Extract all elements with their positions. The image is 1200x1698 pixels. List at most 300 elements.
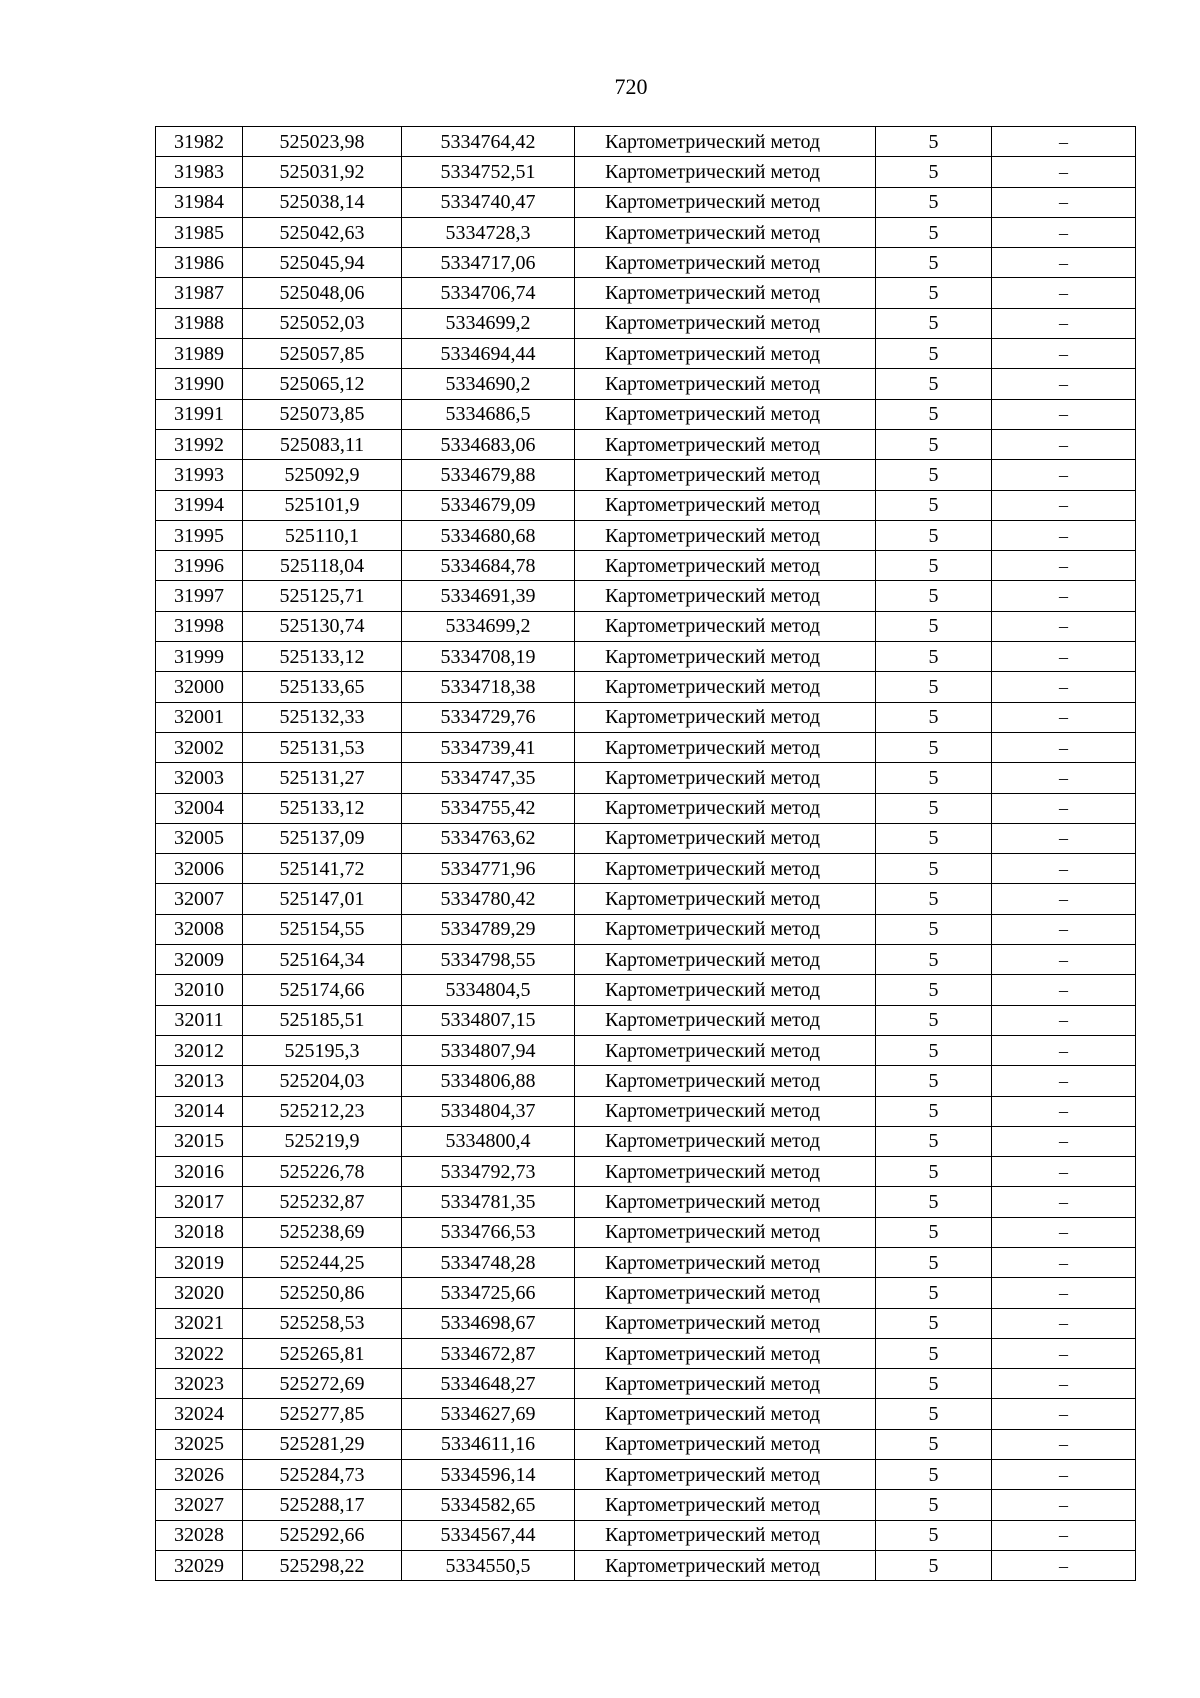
table-row <box>156 460 1136 490</box>
table-row <box>156 672 1136 702</box>
point-number-cell: 32011 <box>156 1005 243 1035</box>
y-coordinate-cell: 5334725,66 <box>402 1278 575 1308</box>
note-cell: – <box>992 702 1136 732</box>
accuracy-cell: 5 <box>876 945 992 975</box>
method-cell: Картометрический метод <box>575 672 876 702</box>
y-coordinate-cell: 5334706,74 <box>402 278 575 308</box>
x-coordinate-cell: 525133,12 <box>243 793 402 823</box>
y-coordinate-cell: 5334729,76 <box>402 702 575 732</box>
point-number-cell: 32027 <box>156 1490 243 1520</box>
x-coordinate-cell: 525101,9 <box>243 490 402 520</box>
method-cell: Картометрический метод <box>575 1490 876 1520</box>
point-number-cell: 32018 <box>156 1217 243 1247</box>
x-coordinate-cell: 525131,53 <box>243 732 402 762</box>
point-number-cell: 31983 <box>156 157 243 187</box>
note-cell: – <box>992 1066 1136 1096</box>
table-row <box>156 793 1136 823</box>
note-cell: – <box>992 1460 1136 1490</box>
table-row <box>156 551 1136 581</box>
method-cell: Картометрический метод <box>575 1338 876 1368</box>
accuracy-cell: 5 <box>876 1035 992 1065</box>
y-coordinate-cell: 5334718,38 <box>402 672 575 702</box>
table-row <box>156 914 1136 944</box>
y-coordinate-cell: 5334550,5 <box>402 1550 575 1580</box>
x-coordinate-cell: 525023,98 <box>243 127 402 157</box>
method-cell: Картометрический метод <box>575 793 876 823</box>
note-cell: – <box>992 339 1136 369</box>
method-cell: Картометрический метод <box>575 884 876 914</box>
x-coordinate-cell: 525232,87 <box>243 1187 402 1217</box>
table-row <box>156 1096 1136 1126</box>
accuracy-cell: 5 <box>876 1550 992 1580</box>
accuracy-cell: 5 <box>876 884 992 914</box>
method-cell: Картометрический метод <box>575 551 876 581</box>
method-cell: Картометрический метод <box>575 460 876 490</box>
x-coordinate-cell: 525147,01 <box>243 884 402 914</box>
y-coordinate-cell: 5334694,44 <box>402 339 575 369</box>
point-number-cell: 31985 <box>156 217 243 247</box>
table-row <box>156 127 1136 157</box>
note-cell: – <box>992 854 1136 884</box>
table-row <box>156 1247 1136 1277</box>
x-coordinate-cell: 525164,34 <box>243 945 402 975</box>
x-coordinate-cell: 525052,03 <box>243 308 402 338</box>
accuracy-cell: 5 <box>876 1217 992 1247</box>
note-cell: – <box>992 187 1136 217</box>
method-cell: Картометрический метод <box>575 278 876 308</box>
method-cell: Картометрический метод <box>575 187 876 217</box>
y-coordinate-cell: 5334766,53 <box>402 1217 575 1247</box>
accuracy-cell: 5 <box>876 1247 992 1277</box>
point-number-cell: 32008 <box>156 914 243 944</box>
y-coordinate-cell: 5334800,4 <box>402 1126 575 1156</box>
note-cell: – <box>992 399 1136 429</box>
point-number-cell: 31997 <box>156 581 243 611</box>
table-row <box>156 1369 1136 1399</box>
note-cell: – <box>992 1338 1136 1368</box>
accuracy-cell: 5 <box>876 217 992 247</box>
page-number: 720 <box>614 74 648 99</box>
x-coordinate-cell: 525226,78 <box>243 1157 402 1187</box>
accuracy-cell: 5 <box>876 1005 992 1035</box>
point-number-cell: 32006 <box>156 854 243 884</box>
y-coordinate-cell: 5334789,29 <box>402 914 575 944</box>
note-cell: – <box>992 1520 1136 1550</box>
point-number-cell: 32020 <box>156 1278 243 1308</box>
y-coordinate-cell: 5334699,2 <box>402 611 575 641</box>
x-coordinate-cell: 525038,14 <box>243 187 402 217</box>
point-number-cell: 31998 <box>156 611 243 641</box>
table-row <box>156 490 1136 520</box>
method-cell: Картометрический метод <box>575 702 876 732</box>
accuracy-cell: 5 <box>876 460 992 490</box>
point-number-cell: 31994 <box>156 490 243 520</box>
y-coordinate-cell: 5334683,06 <box>402 429 575 459</box>
point-number-cell: 31984 <box>156 187 243 217</box>
y-coordinate-cell: 5334748,28 <box>402 1247 575 1277</box>
y-coordinate-cell: 5334648,27 <box>402 1369 575 1399</box>
point-number-cell: 31988 <box>156 308 243 338</box>
table-row <box>156 429 1136 459</box>
note-cell: – <box>992 551 1136 581</box>
x-coordinate-cell: 525118,04 <box>243 551 402 581</box>
x-coordinate-cell: 525137,09 <box>243 823 402 853</box>
point-number-cell: 32015 <box>156 1126 243 1156</box>
note-cell: – <box>992 884 1136 914</box>
note-cell: – <box>992 975 1136 1005</box>
method-cell: Картометрический метод <box>575 369 876 399</box>
table-row <box>156 339 1136 369</box>
point-number-cell: 32022 <box>156 1338 243 1368</box>
x-coordinate-cell: 525204,03 <box>243 1066 402 1096</box>
method-cell: Картометрический метод <box>575 399 876 429</box>
method-cell: Картометрический метод <box>575 1399 876 1429</box>
method-cell: Картометрический метод <box>575 914 876 944</box>
accuracy-cell: 5 <box>876 854 992 884</box>
point-number-cell: 32010 <box>156 975 243 1005</box>
point-number-cell: 32005 <box>156 823 243 853</box>
x-coordinate-cell: 525258,53 <box>243 1308 402 1338</box>
method-cell: Картометрический метод <box>575 611 876 641</box>
x-coordinate-cell: 525092,9 <box>243 460 402 490</box>
accuracy-cell: 5 <box>876 551 992 581</box>
note-cell: – <box>992 127 1136 157</box>
accuracy-cell: 5 <box>876 429 992 459</box>
note-cell: – <box>992 1035 1136 1065</box>
note-cell: – <box>992 914 1136 944</box>
x-coordinate-cell: 525065,12 <box>243 369 402 399</box>
method-cell: Картометрический метод <box>575 975 876 1005</box>
y-coordinate-cell: 5334740,47 <box>402 187 575 217</box>
x-coordinate-cell: 525284,73 <box>243 1460 402 1490</box>
x-coordinate-cell: 525133,12 <box>243 642 402 672</box>
accuracy-cell: 5 <box>876 1126 992 1156</box>
x-coordinate-cell: 525272,69 <box>243 1369 402 1399</box>
table-row <box>156 732 1136 762</box>
point-number-cell: 32002 <box>156 732 243 762</box>
y-coordinate-cell: 5334627,69 <box>402 1399 575 1429</box>
method-cell: Картометрический метод <box>575 823 876 853</box>
method-cell: Картометрический метод <box>575 1429 876 1459</box>
note-cell: – <box>992 1217 1136 1247</box>
y-coordinate-cell: 5334708,19 <box>402 642 575 672</box>
note-cell: – <box>992 1550 1136 1580</box>
x-coordinate-cell: 525238,69 <box>243 1217 402 1247</box>
table-row <box>156 1217 1136 1247</box>
point-number-cell: 31982 <box>156 127 243 157</box>
accuracy-cell: 5 <box>876 763 992 793</box>
point-number-cell: 32023 <box>156 1369 243 1399</box>
method-cell: Картометрический метод <box>575 1308 876 1338</box>
method-cell: Картометрический метод <box>575 308 876 338</box>
accuracy-cell: 5 <box>876 1187 992 1217</box>
table-row <box>156 308 1136 338</box>
note-cell: – <box>992 1490 1136 1520</box>
method-cell: Картометрический метод <box>575 1217 876 1247</box>
y-coordinate-cell: 5334690,2 <box>402 369 575 399</box>
y-coordinate-cell: 5334804,5 <box>402 975 575 1005</box>
y-coordinate-cell: 5334755,42 <box>402 793 575 823</box>
accuracy-cell: 5 <box>876 611 992 641</box>
y-coordinate-cell: 5334780,42 <box>402 884 575 914</box>
note-cell: – <box>992 1126 1136 1156</box>
table-row <box>156 1490 1136 1520</box>
table-row <box>156 217 1136 247</box>
table-row <box>156 187 1136 217</box>
x-coordinate-cell: 525288,17 <box>243 1490 402 1520</box>
note-cell: – <box>992 732 1136 762</box>
note-cell: – <box>992 945 1136 975</box>
x-coordinate-cell: 525045,94 <box>243 248 402 278</box>
method-cell: Картометрический метод <box>575 127 876 157</box>
accuracy-cell: 5 <box>876 1338 992 1368</box>
point-number-cell: 31993 <box>156 460 243 490</box>
table-row <box>156 278 1136 308</box>
coordinates-table <box>155 126 1136 1581</box>
table-row <box>156 1429 1136 1459</box>
table-row <box>156 611 1136 641</box>
method-cell: Картометрический метод <box>575 1066 876 1096</box>
point-number-cell: 32024 <box>156 1399 243 1429</box>
method-cell: Картометрический метод <box>575 1550 876 1580</box>
note-cell: – <box>992 763 1136 793</box>
table-row <box>156 157 1136 187</box>
accuracy-cell: 5 <box>876 187 992 217</box>
y-coordinate-cell: 5334672,87 <box>402 1338 575 1368</box>
accuracy-cell: 5 <box>876 823 992 853</box>
point-number-cell: 32004 <box>156 793 243 823</box>
point-number-cell: 32012 <box>156 1035 243 1065</box>
table-row <box>156 369 1136 399</box>
note-cell: – <box>992 1187 1136 1217</box>
x-coordinate-cell: 525185,51 <box>243 1005 402 1035</box>
point-number-cell: 32026 <box>156 1460 243 1490</box>
accuracy-cell: 5 <box>876 157 992 187</box>
method-cell: Картометрический метод <box>575 1520 876 1550</box>
x-coordinate-cell: 525265,81 <box>243 1338 402 1368</box>
point-number-cell: 31992 <box>156 429 243 459</box>
method-cell: Картометрический метод <box>575 1005 876 1035</box>
y-coordinate-cell: 5334807,15 <box>402 1005 575 1035</box>
note-cell: – <box>992 308 1136 338</box>
accuracy-cell: 5 <box>876 1399 992 1429</box>
y-coordinate-cell: 5334680,68 <box>402 520 575 550</box>
accuracy-cell: 5 <box>876 1429 992 1459</box>
note-cell: – <box>992 611 1136 641</box>
y-coordinate-cell: 5334771,96 <box>402 854 575 884</box>
method-cell: Картометрический метод <box>575 581 876 611</box>
note-cell: – <box>992 793 1136 823</box>
method-cell: Картометрический метод <box>575 217 876 247</box>
y-coordinate-cell: 5334582,65 <box>402 1490 575 1520</box>
x-coordinate-cell: 525141,72 <box>243 854 402 884</box>
note-cell: – <box>992 642 1136 672</box>
table-row <box>156 823 1136 853</box>
accuracy-cell: 5 <box>876 308 992 338</box>
point-number-cell: 31986 <box>156 248 243 278</box>
y-coordinate-cell: 5334611,16 <box>402 1429 575 1459</box>
table-row <box>156 763 1136 793</box>
point-number-cell: 31989 <box>156 339 243 369</box>
y-coordinate-cell: 5334699,2 <box>402 308 575 338</box>
accuracy-cell: 5 <box>876 520 992 550</box>
method-cell: Картометрический метод <box>575 157 876 187</box>
accuracy-cell: 5 <box>876 490 992 520</box>
note-cell: – <box>992 1308 1136 1338</box>
method-cell: Картометрический метод <box>575 490 876 520</box>
accuracy-cell: 5 <box>876 672 992 702</box>
point-number-cell: 31995 <box>156 520 243 550</box>
note-cell: – <box>992 278 1136 308</box>
x-coordinate-cell: 525133,65 <box>243 672 402 702</box>
table-row <box>156 1157 1136 1187</box>
method-cell: Картометрический метод <box>575 1369 876 1399</box>
table-row <box>156 1005 1136 1035</box>
method-cell: Картометрический метод <box>575 1278 876 1308</box>
table-row <box>156 1460 1136 1490</box>
note-cell: – <box>992 1278 1136 1308</box>
x-coordinate-cell: 525219,9 <box>243 1126 402 1156</box>
accuracy-cell: 5 <box>876 1308 992 1338</box>
note-cell: – <box>992 1399 1136 1429</box>
y-coordinate-cell: 5334763,62 <box>402 823 575 853</box>
y-coordinate-cell: 5334691,39 <box>402 581 575 611</box>
point-number-cell: 32029 <box>156 1550 243 1580</box>
table-row <box>156 1035 1136 1065</box>
y-coordinate-cell: 5334686,5 <box>402 399 575 429</box>
note-cell: – <box>992 520 1136 550</box>
x-coordinate-cell: 525174,66 <box>243 975 402 1005</box>
y-coordinate-cell: 5334807,94 <box>402 1035 575 1065</box>
note-cell: – <box>992 823 1136 853</box>
y-coordinate-cell: 5334717,06 <box>402 248 575 278</box>
table-row <box>156 854 1136 884</box>
x-coordinate-cell: 525250,86 <box>243 1278 402 1308</box>
y-coordinate-cell: 5334728,3 <box>402 217 575 247</box>
table-row <box>156 520 1136 550</box>
accuracy-cell: 5 <box>876 914 992 944</box>
table-row <box>156 399 1136 429</box>
point-number-cell: 32003 <box>156 763 243 793</box>
y-coordinate-cell: 5334781,35 <box>402 1187 575 1217</box>
accuracy-cell: 5 <box>876 1369 992 1399</box>
note-cell: – <box>992 1096 1136 1126</box>
method-cell: Картометрический метод <box>575 642 876 672</box>
method-cell: Картометрический метод <box>575 1096 876 1126</box>
accuracy-cell: 5 <box>876 1490 992 1520</box>
note-cell: – <box>992 217 1136 247</box>
y-coordinate-cell: 5334567,44 <box>402 1520 575 1550</box>
y-coordinate-cell: 5334798,55 <box>402 945 575 975</box>
note-cell: – <box>992 429 1136 459</box>
point-number-cell: 32028 <box>156 1520 243 1550</box>
note-cell: – <box>992 369 1136 399</box>
point-number-cell: 31999 <box>156 642 243 672</box>
accuracy-cell: 5 <box>876 642 992 672</box>
y-coordinate-cell: 5334747,35 <box>402 763 575 793</box>
table-row <box>156 702 1136 732</box>
note-cell: – <box>992 1369 1136 1399</box>
method-cell: Картометрический метод <box>575 1157 876 1187</box>
accuracy-cell: 5 <box>876 369 992 399</box>
y-coordinate-cell: 5334679,88 <box>402 460 575 490</box>
accuracy-cell: 5 <box>876 975 992 1005</box>
x-coordinate-cell: 525212,23 <box>243 1096 402 1126</box>
table-row <box>156 1399 1136 1429</box>
note-cell: – <box>992 248 1136 278</box>
table-row <box>156 1338 1136 1368</box>
method-cell: Картометрический метод <box>575 1460 876 1490</box>
note-cell: – <box>992 460 1136 490</box>
x-coordinate-cell: 525298,22 <box>243 1550 402 1580</box>
method-cell: Картометрический метод <box>575 429 876 459</box>
x-coordinate-cell: 525083,11 <box>243 429 402 459</box>
method-cell: Картометрический метод <box>575 1247 876 1277</box>
x-coordinate-cell: 525042,63 <box>243 217 402 247</box>
point-number-cell: 32013 <box>156 1066 243 1096</box>
point-number-cell: 32001 <box>156 702 243 732</box>
point-number-cell: 32019 <box>156 1247 243 1277</box>
accuracy-cell: 5 <box>876 339 992 369</box>
table-row <box>156 1278 1136 1308</box>
method-cell: Картометрический метод <box>575 1126 876 1156</box>
x-coordinate-cell: 525132,33 <box>243 702 402 732</box>
method-cell: Картометрический метод <box>575 763 876 793</box>
table-row <box>156 1520 1136 1550</box>
x-coordinate-cell: 525031,92 <box>243 157 402 187</box>
table-row <box>156 581 1136 611</box>
table-row <box>156 884 1136 914</box>
method-cell: Картометрический метод <box>575 945 876 975</box>
method-cell: Картометрический метод <box>575 520 876 550</box>
x-coordinate-cell: 525244,25 <box>243 1247 402 1277</box>
note-cell: – <box>992 1005 1136 1035</box>
point-number-cell: 32007 <box>156 884 243 914</box>
y-coordinate-cell: 5334752,51 <box>402 157 575 187</box>
point-number-cell: 32016 <box>156 1157 243 1187</box>
x-coordinate-cell: 525281,29 <box>243 1429 402 1459</box>
accuracy-cell: 5 <box>876 127 992 157</box>
table-row <box>156 1066 1136 1096</box>
accuracy-cell: 5 <box>876 1278 992 1308</box>
y-coordinate-cell: 5334684,78 <box>402 551 575 581</box>
accuracy-cell: 5 <box>876 1066 992 1096</box>
table-row <box>156 1126 1136 1156</box>
point-number-cell: 32009 <box>156 945 243 975</box>
method-cell: Картометрический метод <box>575 732 876 762</box>
table-row <box>156 1550 1136 1580</box>
x-coordinate-cell: 525048,06 <box>243 278 402 308</box>
x-coordinate-cell: 525073,85 <box>243 399 402 429</box>
point-number-cell: 31991 <box>156 399 243 429</box>
point-number-cell: 32025 <box>156 1429 243 1459</box>
point-number-cell: 32017 <box>156 1187 243 1217</box>
coordinates-table-body <box>156 127 1136 1581</box>
y-coordinate-cell: 5334764,42 <box>402 127 575 157</box>
accuracy-cell: 5 <box>876 793 992 823</box>
x-coordinate-cell: 525292,66 <box>243 1520 402 1550</box>
note-cell: – <box>992 1247 1136 1277</box>
y-coordinate-cell: 5334804,37 <box>402 1096 575 1126</box>
note-cell: – <box>992 581 1136 611</box>
accuracy-cell: 5 <box>876 1096 992 1126</box>
x-coordinate-cell: 525277,85 <box>243 1399 402 1429</box>
accuracy-cell: 5 <box>876 702 992 732</box>
accuracy-cell: 5 <box>876 732 992 762</box>
table-row <box>156 975 1136 1005</box>
y-coordinate-cell: 5334679,09 <box>402 490 575 520</box>
accuracy-cell: 5 <box>876 248 992 278</box>
